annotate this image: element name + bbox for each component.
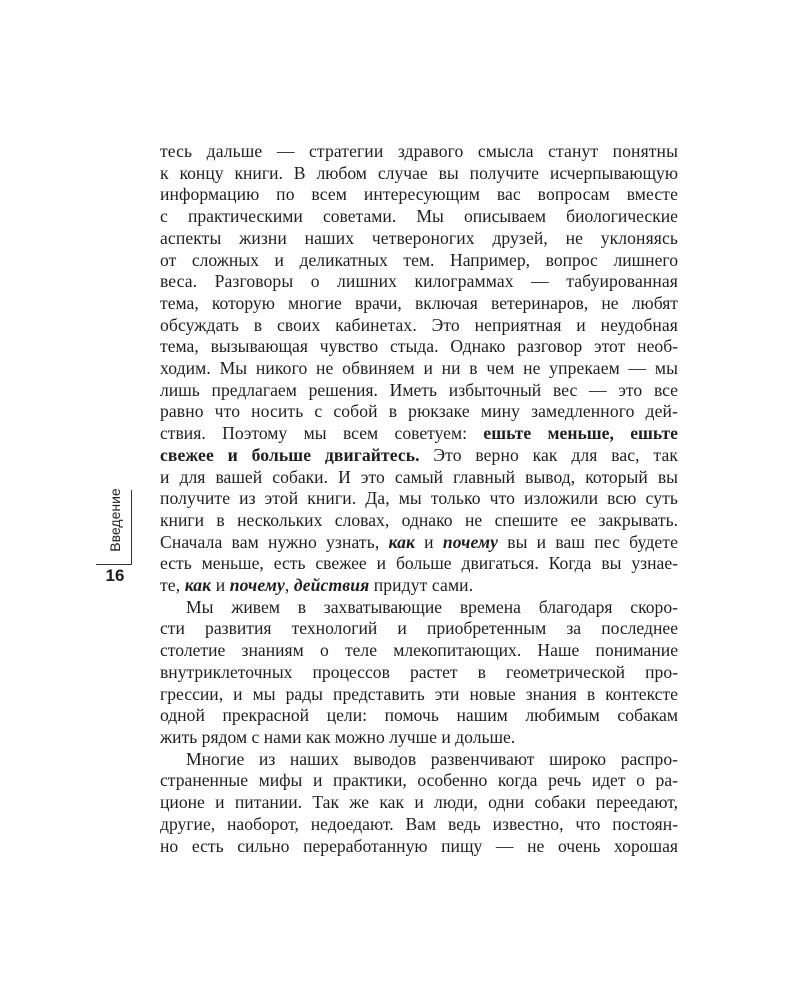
emphasis: почему [229, 575, 285, 596]
text-run: и [211, 575, 230, 596]
text-run: вы и ваш пес будете [498, 531, 679, 552]
text-line: одной прекрасной цели: помочь нашим любимым собакам [160, 705, 678, 726]
text-line [160, 532, 678, 554]
text-line: страненные мифы и практики, особенно когда речь идет о ра- [160, 770, 678, 791]
text-line: другие, наоборот, недоедают. Вам ведь известно, что постоян- [160, 813, 678, 834]
text-line: ходим. Мы никого не обвиняем и ни в чем не упрекаем — мы [160, 358, 678, 379]
text-line: лишь предлагаем решения. Иметь избыточный вес — это все [160, 379, 678, 400]
text-line: тема, вызывающая чувство стыда. Однако разговор этот необ- [160, 336, 678, 357]
text-line: информацию по всем интересующим вас вопросам вместе [160, 184, 678, 205]
text-run: и [414, 531, 443, 552]
text-line: получите из этой книги. Да, мы только что изложили всю суть [160, 488, 678, 509]
text-line [160, 445, 678, 467]
text-line: но есть сильно переработанную пищу — не очень хорошая [160, 835, 678, 856]
text-line [160, 575, 678, 597]
text-line: веса. Разговоры о лишних килограммах — табуированная [160, 271, 678, 292]
text-line: равно что носить с собой в рюкзаке мину замедленного дей- [160, 401, 678, 422]
text-line: есть меньше, есть свежее и больше двигаться. Когда вы узнае- [160, 553, 678, 574]
text-run: Это верно как для вас, так [419, 444, 678, 465]
paragraph-2 [160, 597, 678, 749]
text-line: и для вашей собаки. И это самый главный вывод, который вы [160, 466, 678, 487]
text-line: сти развития технологий и приобретенным за последнее [160, 618, 678, 639]
text-run: придут сами. [369, 575, 474, 596]
text-line: столетие знаниям о теле млекопитающих. Наше понимание [160, 640, 678, 661]
text-run: , [284, 575, 294, 596]
text-line: обсуждать в своих кабинетах. Это неприятная и неудобная [160, 314, 678, 335]
vertical-rule [131, 490, 132, 564]
text-line: тесь дальше — стратегии здравого смысла станут понятны [160, 141, 678, 161]
text-line: к концу книги. В любом случае вы получите исчерпывающую [160, 162, 678, 183]
text-line: тема, которую многие врачи, включая ветеринаров, не любят [160, 292, 678, 313]
text-line: жить рядом с нами как можно лучше и дольше. [160, 726, 516, 747]
text-line: грессии, и мы рады представить эти новые знания в контексте [160, 683, 678, 704]
text-run: ствия. Поэтому мы всем советуем: [160, 423, 484, 444]
text-run: те, [160, 575, 185, 596]
section-title: Введение [107, 488, 123, 552]
emphasis: как [388, 531, 415, 552]
text-line [160, 423, 678, 445]
emphasis: почему [442, 531, 499, 552]
page-number: 16 [105, 566, 125, 585]
text-line: Многие из наших выводов развенчивают широко распро- [186, 748, 678, 769]
bold-phrase: ешьте меньше, ешьте [483, 423, 678, 444]
paragraph-3 [160, 749, 678, 858]
bold-phrase: свежее и больше двигайтесь. [160, 444, 420, 465]
body-text [160, 141, 678, 857]
text-run: Сначала вам нужно узнать, [160, 531, 389, 552]
emphasis: как [184, 575, 212, 596]
paragraph-1 [160, 141, 678, 597]
text-line: от сложных и деликатных тем. Например, вопрос лишнего [160, 249, 678, 270]
emphasis: действия [293, 575, 370, 596]
text-line: Мы живем в захватывающие времена благодаря скоро- [186, 596, 678, 617]
text-line: внутриклеточных процессов растет в геометрической про- [160, 661, 678, 682]
text-line: ционе и питании. Так же как и люди, одни собаки переедают, [160, 792, 678, 813]
running-head [104, 488, 126, 552]
text-line: с практическими советами. Мы описываем биологические [160, 206, 678, 227]
text-line: аспекты жизни наших четвероногих друзей, не уклоняясь [160, 227, 678, 248]
text-line: книги в нескольких словах, однако не спешите ее закрывать. [160, 509, 678, 530]
